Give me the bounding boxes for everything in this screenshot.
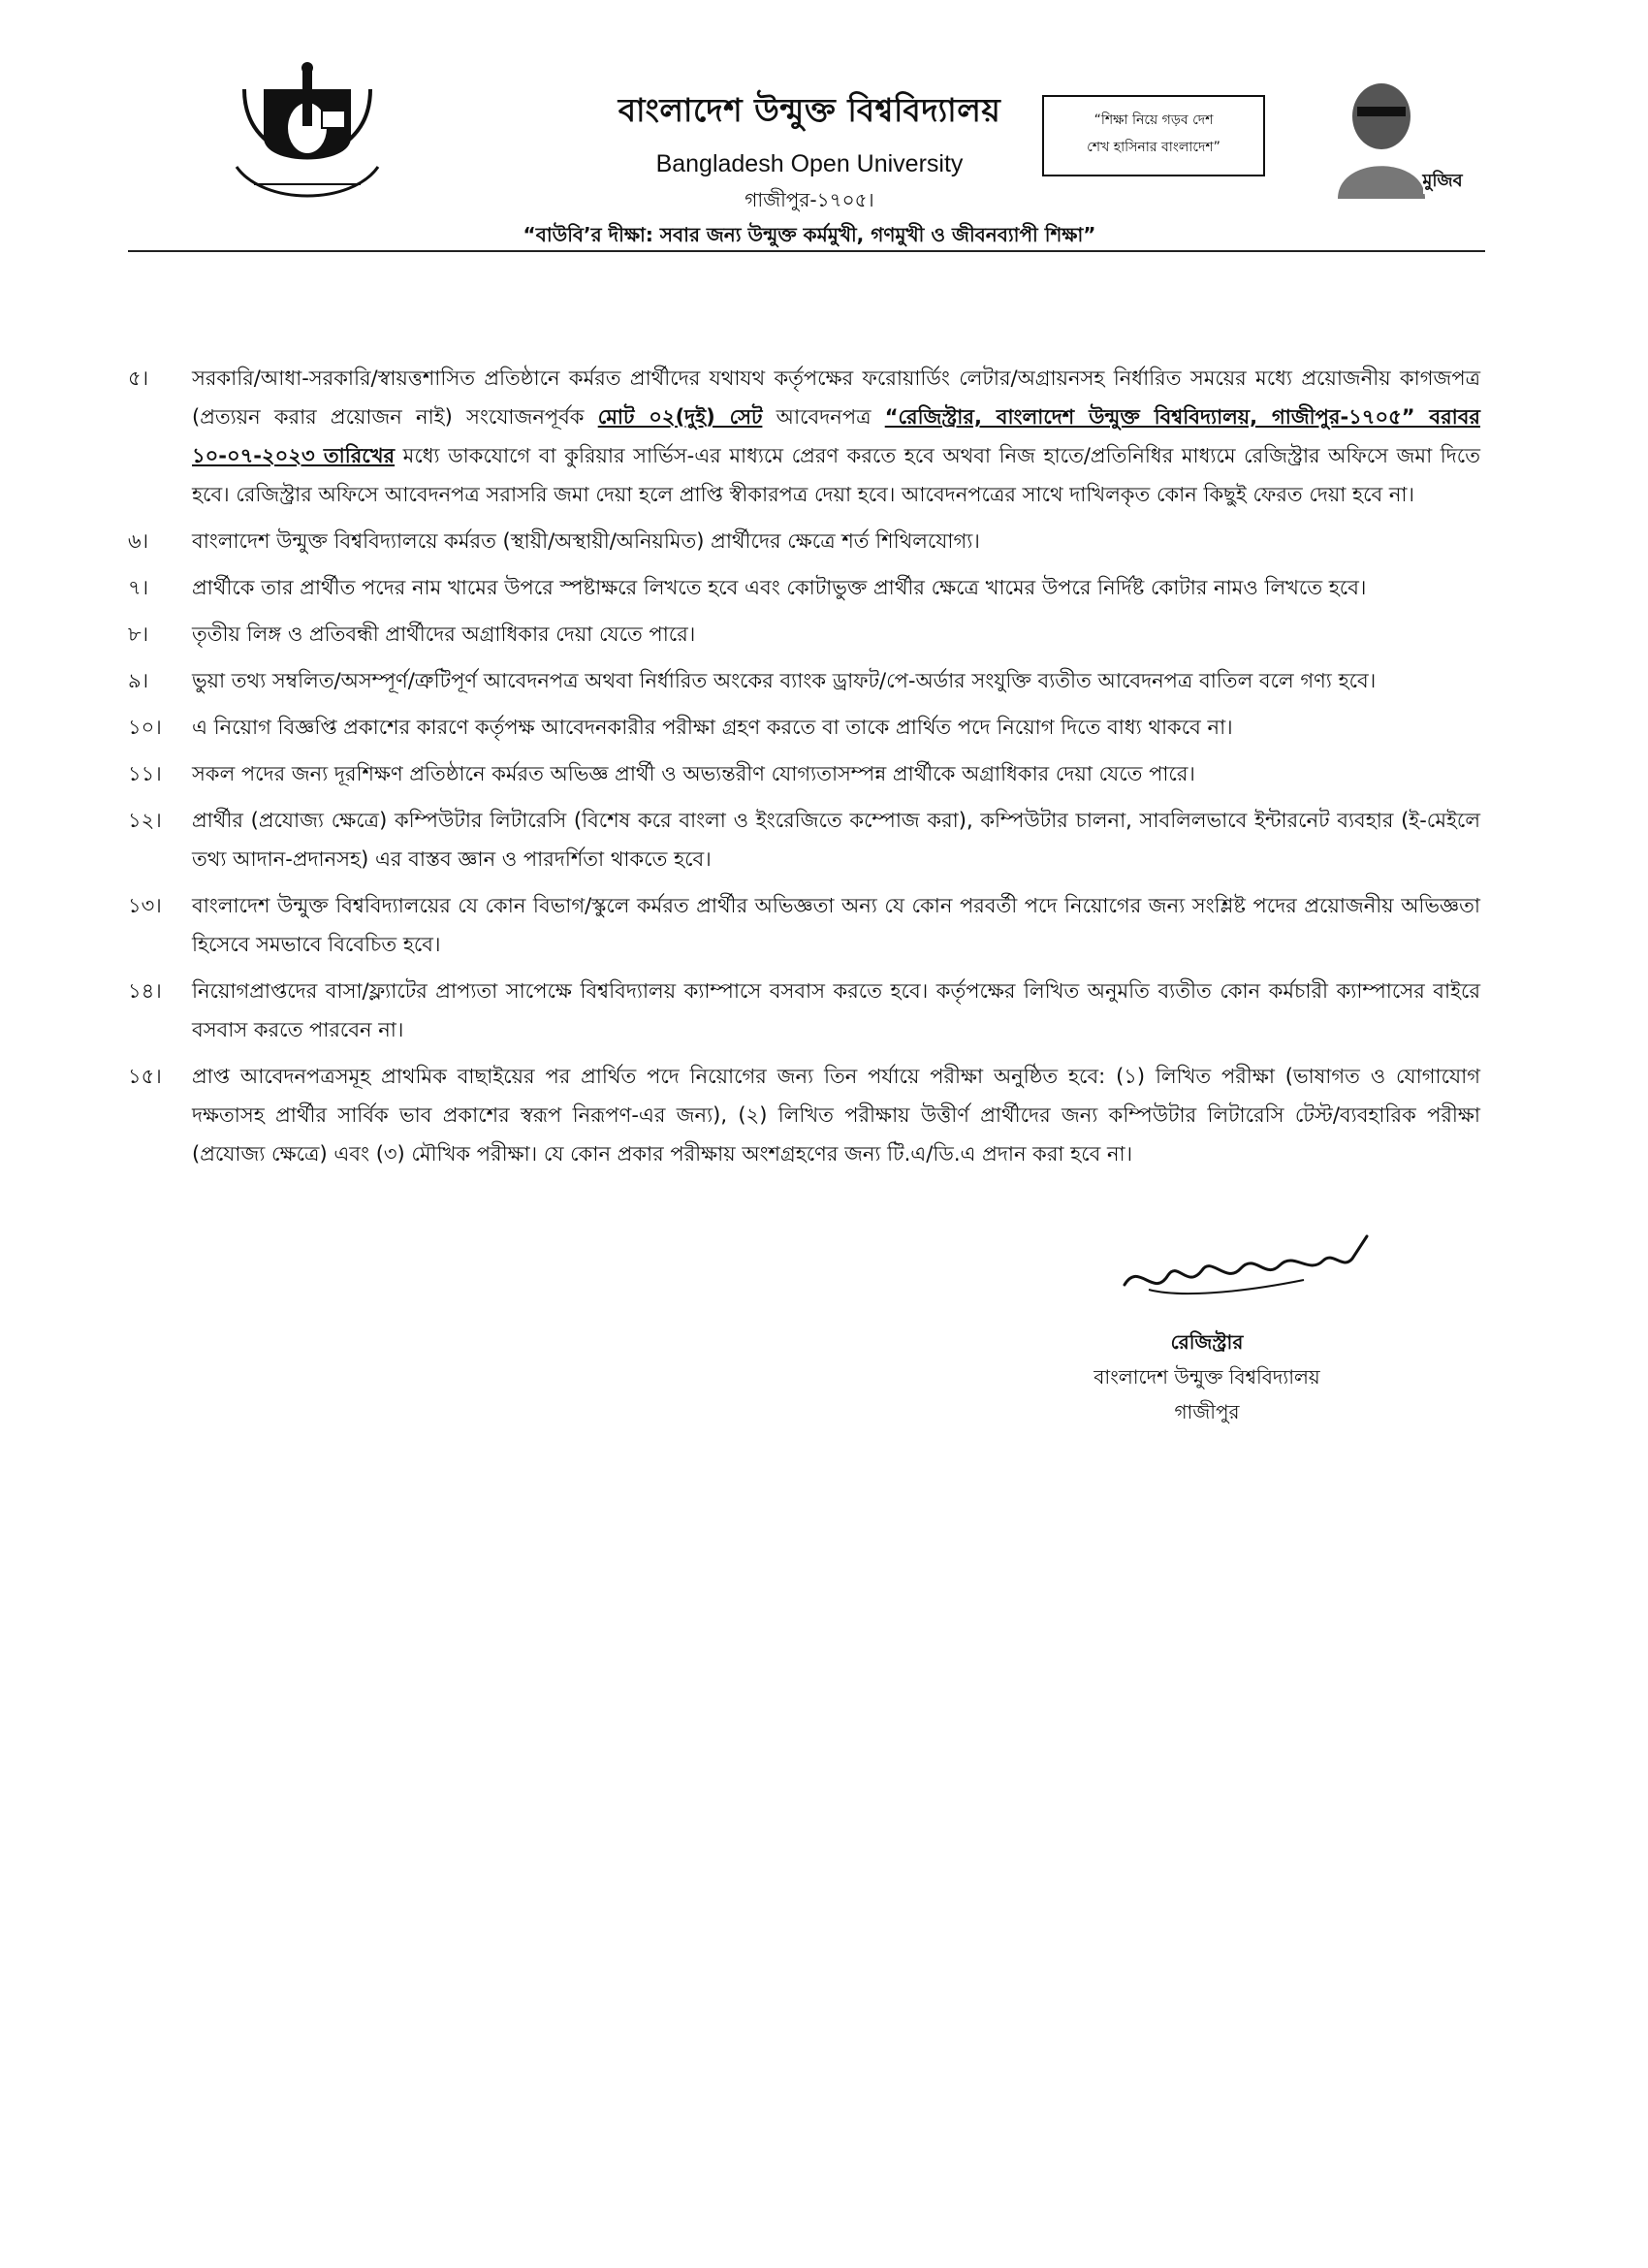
item-number: ১৫। [128,1065,162,1088]
portrait-caption: মুজিব [1422,171,1463,191]
item-text-part: সরকারি/আধা-সরকারি/স্বায়ত্তশাসিত প্রতিষ্ঠানে কর্মরত প্রার্থীদের যথাযথ কর্তৃপক্ষের ফরোয়ার্ডিং লেটার/অগ্রায়নসহ নির্ধারিত সময়ের মধ্যে প্রয়োজনীয় কাগজপত্র (প্রত্যয়ন করার প্রয়োজন নাই) সংযোজনপূর্বক [192,367,1480,429]
signatory-organization: বাংলাদেশ উন্মুক্ত বিশ্ববিদ্যালয় [1093,1365,1320,1389]
signatory-title: রেজিস্ট্রার [1170,1330,1244,1354]
list-item [128,1057,1480,1173]
item-text: নিয়োগপ্রাপ্তদের বাসা/ফ্ল্যাটের প্রাপ্যতা সাপেক্ষে বিশ্ববিদ্যালয় ক্যাম্পাসে বসবাস করতে হবে। কর্তৃপক্ষের লিখিত অনুমতি ব্যতীত কোন কর্মচারী ক্যাম্পাসের বাইরে বসবাস করতে পারবেন না। [192,979,1480,1041]
item-text-bold: মোট ০২(দুই) সেট [597,405,763,429]
university-address: গাজীপুর-১৭০৫। [745,188,874,211]
handwritten-signature-icon [1120,1231,1372,1309]
item-text-bold: “রেজিস্ট্রার, বাংলাদেশ উন্মুক্ত বিশ্ববিদ্যালয়, গাজীপুর-১৭০৫” বরাবর ১০-০৭-২০২৩ তারিখের [192,405,1480,467]
list-item [128,522,1480,560]
list-item [128,615,1480,654]
slogan-line: শেখ হাসিনার বাংলাদেশ” [1087,140,1220,155]
item-text [192,359,1480,514]
item-number: ৭। [128,576,149,599]
item-number: ১১। [128,762,162,785]
slogan-box [1042,95,1265,176]
university-motto: “বাউবি’র দীক্ষা: সবার জন্য উন্মুক্ত কর্মমুখী, গণমুখী ও জীবনব্যাপী শিক্ষা” [523,223,1096,246]
item-number: ৯। [128,669,149,692]
item-number: ৫। [128,367,149,390]
slogan-line: “শিক্ষা নিয়ে গড়ব দেশ [1093,112,1214,128]
item-text: তৃতীয় লিঙ্গ ও প্রতিবন্ধী প্রার্থীদের অগ্রাধিকার দেয়া যেতে পারে। [192,623,696,646]
item-number: ১৩। [128,894,162,917]
item-text: বাংলাদেশ উন্মুক্ত বিশ্ববিদ্যালয়ে কর্মরত (স্থায়ী/অস্থায়ী/অনিয়মিত) প্রার্থীদের ক্ষেত্রে শর্ত শিথিলযোগ্য। [192,529,980,553]
item-text: সকল পদের জন্য দূরশিক্ষণ প্রতিষ্ঠানে কর্মরত অভিজ্ঞ প্রার্থী ও অভ্যন্তরীণ যোগ্যতাসম্পন্ন প্রার্থীকে অগ্রাধিকার দেয়া যেতে পারে। [192,762,1195,785]
list-item [128,801,1480,878]
list-item [128,359,1480,514]
portrait-icon [1328,78,1464,199]
item-number: ১২। [128,809,162,832]
item-text-part: মধ্যে ডাকযোগে বা কুরিয়ার সার্ভিস-এর মাধ্যমে প্রেরণ করতে হবে অথবা নিজ হাতে/প্রতিনিধির মাধ্যমে রেজিস্ট্রার অফিসে জমা দিতে হবে। রেজিস্ট্রার অফিসে আবেদনপত্র সরাসরি জমা দেয়া হলে প্রাপ্তি স্বীকারপত্র দেয়া হবে। আবেদনপত্রের সাথে দাখিলকৃত কোন কিছুই ফেরত দেয়া হবে না। [192,444,1480,506]
university-name-english: Bangladesh Open University [655,150,964,177]
item-text: বাংলাদেশ উন্মুক্ত বিশ্ববিদ্যালয়ের যে কোন বিভাগ/স্কুলে কর্মরত প্রার্থীর অভিজ্ঞতা অন্য যে কোন পরবর্তী পদে নিয়োগের জন্য সংশ্লিষ্ট পদের প্রয়োজনীয় অভিজ্ঞতা হিসেবে সমভাবে বিবেচিত হবে। [192,894,1480,956]
item-number: ৬। [128,529,149,553]
list-item [128,568,1480,607]
item-text: এ নিয়োগ বিজ্ঞপ্তি প্রকাশের কারণে কর্তৃপক্ষ আবেদনকারীর পরীক্ষা গ্রহণ করতে বা তাকে প্রার্থিত পদে নিয়োগ দিতে বাধ্য থাকবে না। [192,716,1233,739]
list-item [128,661,1480,700]
header-divider [128,250,1485,252]
list-item [128,754,1480,793]
item-number: ১০। [128,716,162,739]
item-number: ৮। [128,623,149,646]
item-text: ভুয়া তথ্য সম্বলিত/অসম্পূর্ণ/ত্রুটিপূর্ণ আবেদনপত্র অথবা নির্ধারিত অংকের ব্যাংক ড্রাফট/পে-অর্ডার সংযুক্তি ব্যতীত আবেদনপত্র বাতিল বলে গণ্য হবে। [192,669,1377,692]
item-text: প্রাপ্ত আবেদনপত্রসমূহ প্রাথমিক বাছাইয়ের পর প্রার্থিত পদে নিয়োগের জন্য তিন পর্যায়ে পরীক্ষা অনুষ্ঠিত হবে: (১) লিখিত পরীক্ষা (ভাষাগত ও যোগাযোগ দক্ষতাসহ প্রার্থীর সার্বিক ভাব প্রকাশের স্বরূপ নিরূপণ-এর জন্য), (২) লিখিত পরীক্ষায় উত্তীর্ণ প্রার্থীদের জন্য কম্পিউটার লিটারেসি টেস্ট/ব্যবহারিক পরীক্ষা (প্রযোজ্য ক্ষেত্রে) এবং (৩) মৌখিক পরীক্ষা। যে কোন প্রকার পরীক্ষায় অংশগ্রহণের জন্য টি.এ/ডি.এ প্রদান করা হবে না। [192,1065,1480,1166]
list-item [128,972,1480,1049]
item-text: প্রার্থীর (প্রযোজ্য ক্ষেত্রে) কম্পিউটার লিটারেসি (বিশেষ করে বাংলা ও ইংরেজিতে কম্পোজ করা), কম্পিউটার চালনা, সাবলিলভাবে ইন্টারনেট ব্যবহার (ই-মেইলে তথ্য আদান-প্রদানসহ) এর বাস্তব জ্ঞান ও পারদর্শিতা থাকতে হবে। [192,809,1480,871]
letterhead [0,0,1648,262]
item-text-part: আবেদনপত্র [776,405,872,429]
university-logo-icon [225,60,390,206]
university-name-bengali: বাংলাদেশ উন্মুক্ত বিশ্ববিদ্যালয় [618,91,1001,129]
signatory-place: গাজীপুর [1174,1400,1240,1423]
item-text: প্রার্থীকে তার প্রার্থীত পদের নাম খামের উপরে স্পষ্টাক্ষরে লিখতে হবে এবং কোটাভুক্ত প্রার্থীর ক্ষেত্রে খামের উপরে নির্দিষ্ট কোটার নামও লিখতে হবে। [192,576,1367,599]
list-item [128,886,1480,964]
list-item [128,708,1480,747]
notice-body [128,359,1480,1181]
item-number: ১৪। [128,979,162,1003]
